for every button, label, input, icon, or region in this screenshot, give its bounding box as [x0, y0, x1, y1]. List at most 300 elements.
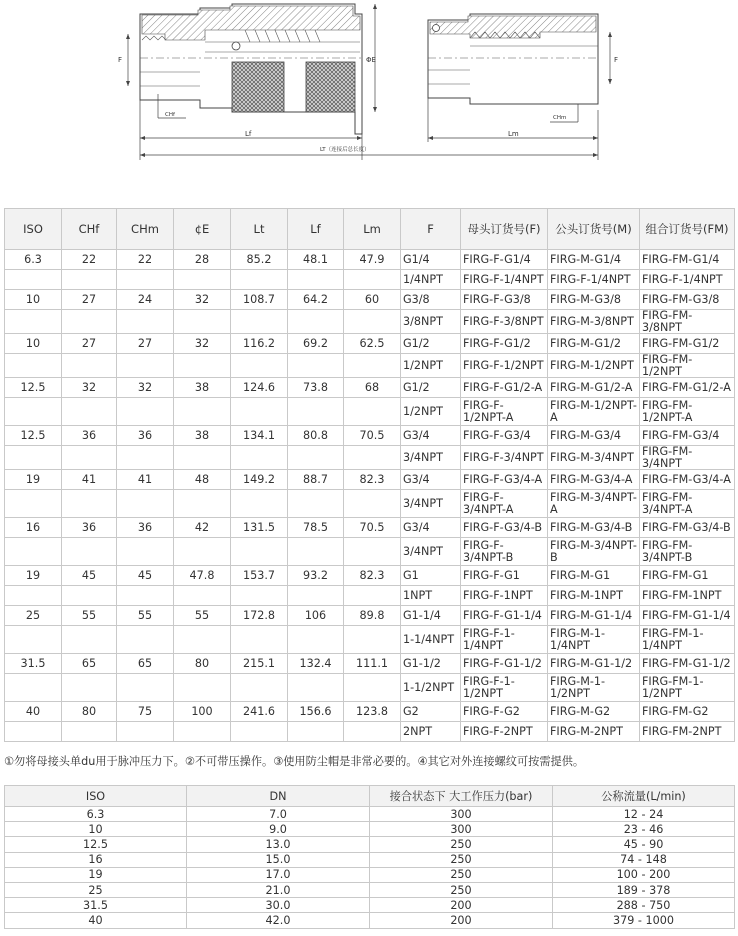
spec-cell-thread: 3/4NPT: [401, 538, 461, 566]
spec-row: [5, 446, 735, 470]
spec-cell-iso: [5, 354, 62, 378]
spec-cell-e: 32: [174, 334, 231, 354]
spec-cell-lt: [231, 538, 288, 566]
spec-cell-female-order: FIRG-F-G3/4-A: [461, 470, 548, 490]
spec-cell-e: 28: [174, 250, 231, 270]
spec-cell-male-order: FIRG-M-3/4NPT: [548, 446, 640, 470]
spec-cell-lf: [288, 446, 344, 470]
header-chf: CHf: [62, 209, 117, 250]
spec-cell-e: 80: [174, 654, 231, 674]
spec-cell-lf: 64.2: [288, 290, 344, 310]
spec-cell-male-order: FIRG-M-1/2NPT: [548, 354, 640, 378]
spec-cell-lt: 215.1: [231, 654, 288, 674]
spec-cell-e: [174, 626, 231, 654]
spec-cell-lm: [344, 722, 401, 742]
flow-row: [5, 867, 735, 882]
spec-cell-combo-order: FIRG-FM-G1-1/4: [640, 606, 735, 626]
spec-cell-combo-order: FIRG-FM-G1-1/2: [640, 654, 735, 674]
spec-cell-male-order: FIRG-M-G1/2: [548, 334, 640, 354]
spec-cell-chm: 22: [117, 250, 174, 270]
spec-cell-male-order: FIRG-M-3/4NPT-B: [548, 538, 640, 566]
spec-cell-lt: [231, 270, 288, 290]
spec-cell-lf: [288, 538, 344, 566]
spec-cell-female-order: FIRG-F-G1/4: [461, 250, 548, 270]
flow-cell-iso: 19: [5, 867, 187, 882]
spec-cell-lm: [344, 398, 401, 426]
spec-cell-lt: 85.2: [231, 250, 288, 270]
spec-cell-chf: 32: [62, 378, 117, 398]
spec-cell-iso: 12.5: [5, 426, 62, 446]
spec-cell-lm: [344, 310, 401, 334]
spec-cell-chf: 36: [62, 426, 117, 446]
spec-cell-e: 38: [174, 426, 231, 446]
spec-cell-female-order: FIRG-F-G3/8: [461, 290, 548, 310]
spec-cell-lm: [344, 586, 401, 606]
spec-cell-lm: [344, 354, 401, 378]
spec-cell-lm: 68: [344, 378, 401, 398]
spec-cell-lf: 78.5: [288, 518, 344, 538]
spec-cell-lf: [288, 586, 344, 606]
spec-cell-female-order: FIRG-F-G3/4-B: [461, 518, 548, 538]
spec-cell-chm: [117, 586, 174, 606]
header-male-order: 公头订货号(M): [548, 209, 640, 250]
spec-cell-male-order: FIRG-M-3/8NPT: [548, 310, 640, 334]
spec-cell-combo-order: FIRG-FM-G3/4: [640, 426, 735, 446]
spec-cell-female-order: FIRG-F-G1-1/2: [461, 654, 548, 674]
spec-cell-e: [174, 446, 231, 470]
spec-cell-lm: 70.5: [344, 426, 401, 446]
spec-cell-female-order: FIRG-F-3/8NPT: [461, 310, 548, 334]
spec-cell-lt: 153.7: [231, 566, 288, 586]
flow-cell-pressure: 300: [370, 822, 553, 837]
spec-cell-combo-order: FIRG-FM-3/4NPT-B: [640, 538, 735, 566]
spec-cell-chf: 55: [62, 606, 117, 626]
spec-cell-iso: 6.3: [5, 250, 62, 270]
spec-cell-lf: 93.2: [288, 566, 344, 586]
flow-row: [5, 882, 735, 897]
spec-cell-lf: 73.8: [288, 378, 344, 398]
spec-header-row: [5, 209, 735, 250]
spec-cell-female-order: FIRG-F-1/4NPT: [461, 270, 548, 290]
spec-row: [5, 470, 735, 490]
spec-cell-e: [174, 674, 231, 702]
spec-cell-lf: [288, 674, 344, 702]
spec-cell-chf: 36: [62, 518, 117, 538]
spec-cell-combo-order: FIRG-FM-G1/4: [640, 250, 735, 270]
spec-cell-iso: 10: [5, 290, 62, 310]
spec-cell-lf: [288, 626, 344, 654]
spec-cell-female-order: FIRG-F-3/4NPT-A: [461, 490, 548, 518]
spec-cell-e: 47.8: [174, 566, 231, 586]
spec-cell-iso: [5, 310, 62, 334]
spec-cell-thread: 1NPT: [401, 586, 461, 606]
flow-cell-flow: 23 - 46: [553, 822, 735, 837]
spec-cell-iso: [5, 398, 62, 426]
spec-cell-chf: [62, 398, 117, 426]
flow-header-iso: ISO: [5, 786, 187, 807]
spec-cell-lf: 106: [288, 606, 344, 626]
spec-cell-male-order: FIRG-M-G3/4-B: [548, 518, 640, 538]
usage-note: ①勿将母接头单du用于脉冲压力下。②不可带压操作。③使用防尘帽是非常必要的。④其它对外连接螺纹可按需提供。: [4, 755, 585, 768]
header-lt: Lt: [231, 209, 288, 250]
spec-cell-combo-order: FIRG-FM-G3/8: [640, 290, 735, 310]
spec-cell-lt: [231, 626, 288, 654]
spec-cell-thread: 3/8NPT: [401, 310, 461, 334]
spec-cell-lt: 108.7: [231, 290, 288, 310]
spec-cell-lf: 156.6: [288, 702, 344, 722]
spec-cell-lt: 172.8: [231, 606, 288, 626]
spec-cell-lm: 123.8: [344, 702, 401, 722]
flow-cell-pressure: 250: [370, 852, 553, 867]
flow-cell-iso: 12.5: [5, 837, 187, 852]
spec-cell-chm: 75: [117, 702, 174, 722]
spec-row: [5, 586, 735, 606]
spec-row: [5, 250, 735, 270]
spec-cell-iso: 25: [5, 606, 62, 626]
lt-dimension: [140, 110, 598, 160]
spec-cell-chf: [62, 310, 117, 334]
specification-table: [4, 208, 735, 742]
spec-cell-chm: 41: [117, 470, 174, 490]
flow-cell-pressure: 200: [370, 898, 553, 913]
spec-cell-female-order: FIRG-F-1NPT: [461, 586, 548, 606]
flow-row: [5, 898, 735, 913]
spec-cell-lm: [344, 490, 401, 518]
spec-cell-e: [174, 270, 231, 290]
spec-cell-thread: 3/4NPT: [401, 446, 461, 470]
spec-cell-thread: 1-1/4NPT: [401, 626, 461, 654]
spec-cell-combo-order: FIRG-FM-2NPT: [640, 722, 735, 742]
spec-cell-male-order: FIRG-M-1-1/4NPT: [548, 626, 640, 654]
spec-cell-chf: [62, 626, 117, 654]
label-lt: LT（连接后总长度）: [320, 147, 370, 153]
spec-cell-lt: 131.5: [231, 518, 288, 538]
spec-cell-e: 38: [174, 378, 231, 398]
spec-cell-lt: [231, 490, 288, 518]
spec-cell-chm: [117, 310, 174, 334]
spec-cell-female-order: FIRG-F-2NPT: [461, 722, 548, 742]
spec-cell-male-order: FIRG-F-1/4NPT: [548, 270, 640, 290]
spec-cell-chm: 27: [117, 334, 174, 354]
flow-cell-flow: 74 - 148: [553, 852, 735, 867]
flow-cell-dn: 7.0: [187, 807, 370, 822]
spec-cell-combo-order: FIRG-FM-G1: [640, 566, 735, 586]
spec-cell-chf: [62, 674, 117, 702]
spec-cell-chm: [117, 354, 174, 378]
spec-row: [5, 606, 735, 626]
spec-cell-lf: 80.8: [288, 426, 344, 446]
spec-cell-e: 55: [174, 606, 231, 626]
spec-cell-iso: [5, 674, 62, 702]
spec-cell-female-order: FIRG-F-G1: [461, 566, 548, 586]
header-lm: Lm: [344, 209, 401, 250]
spec-cell-chf: 27: [62, 334, 117, 354]
spec-cell-chm: [117, 674, 174, 702]
spec-cell-lf: [288, 722, 344, 742]
spec-cell-lt: [231, 446, 288, 470]
spec-cell-female-order: FIRG-F-G1/2: [461, 334, 548, 354]
spec-cell-lm: 62.5: [344, 334, 401, 354]
flow-cell-iso: 10: [5, 822, 187, 837]
spec-cell-iso: [5, 270, 62, 290]
spec-cell-lf: [288, 354, 344, 378]
spec-cell-iso: 16: [5, 518, 62, 538]
spec-cell-chm: [117, 722, 174, 742]
spec-cell-chf: 80: [62, 702, 117, 722]
spec-cell-iso: [5, 446, 62, 470]
flow-cell-dn: 9.0: [187, 822, 370, 837]
spec-cell-lt: 241.6: [231, 702, 288, 722]
spec-cell-female-order: FIRG-F-G1-1/4: [461, 606, 548, 626]
spec-cell-female-order: FIRG-F-G1/2-A: [461, 378, 548, 398]
spec-cell-thread: G3/4: [401, 426, 461, 446]
spec-cell-chf: [62, 586, 117, 606]
spec-cell-iso: 12.5: [5, 378, 62, 398]
spec-cell-chm: [117, 490, 174, 518]
spec-cell-chm: [117, 270, 174, 290]
spec-cell-lm: 82.3: [344, 470, 401, 490]
flow-cell-flow: 12 - 24: [553, 807, 735, 822]
spec-cell-thread: G1/2: [401, 334, 461, 354]
spec-cell-iso: 40: [5, 702, 62, 722]
spec-cell-male-order: FIRG-M-G3/4: [548, 426, 640, 446]
spec-cell-lf: [288, 398, 344, 426]
spec-cell-e: [174, 538, 231, 566]
spec-cell-chm: 65: [117, 654, 174, 674]
spec-cell-iso: 19: [5, 470, 62, 490]
spec-cell-female-order: FIRG-F-1/2NPT: [461, 354, 548, 378]
label-chm: CHm: [553, 115, 567, 121]
spec-cell-chf: 41: [62, 470, 117, 490]
spec-cell-lf: [288, 490, 344, 518]
flow-table-body: [5, 807, 735, 929]
spec-table-body: [5, 250, 735, 742]
spec-cell-female-order: FIRG-F-3/4NPT-B: [461, 538, 548, 566]
spec-cell-iso: [5, 626, 62, 654]
spec-cell-thread: G3/8: [401, 290, 461, 310]
flow-cell-pressure: 300: [370, 807, 553, 822]
spec-cell-thread: 2NPT: [401, 722, 461, 742]
spec-cell-male-order: FIRG-M-3/4NPT-A: [548, 490, 640, 518]
spec-cell-chm: [117, 398, 174, 426]
spec-cell-chm: [117, 626, 174, 654]
spec-row: [5, 490, 735, 518]
spec-cell-lf: 132.4: [288, 654, 344, 674]
header-iso: ISO: [5, 209, 62, 250]
spec-cell-chf: [62, 490, 117, 518]
spec-cell-male-order: FIRG-M-2NPT: [548, 722, 640, 742]
spec-cell-combo-order: FIRG-FM-G2: [640, 702, 735, 722]
spec-cell-chf: [62, 270, 117, 290]
spec-cell-iso: 19: [5, 566, 62, 586]
spec-row: [5, 518, 735, 538]
spec-row: [5, 334, 735, 354]
spec-cell-chm: [117, 538, 174, 566]
spec-cell-lm: 60: [344, 290, 401, 310]
spec-cell-combo-order: FIRG-FM-1-1/2NPT: [640, 674, 735, 702]
spec-cell-iso: [5, 538, 62, 566]
spec-cell-thread: 1/2NPT: [401, 398, 461, 426]
spec-cell-combo-order: FIRG-FM-1/2NPT-A: [640, 398, 735, 426]
header-lf: Lf: [288, 209, 344, 250]
spec-cell-male-order: FIRG-M-G1/4: [548, 250, 640, 270]
spec-cell-combo-order: FIRG-FM-3/4NPT-A: [640, 490, 735, 518]
spec-cell-lt: [231, 674, 288, 702]
header-chm: CHm: [117, 209, 174, 250]
flow-cell-pressure: 250: [370, 837, 553, 852]
spec-cell-e: 48: [174, 470, 231, 490]
spec-cell-lt: 124.6: [231, 378, 288, 398]
spec-cell-lm: [344, 446, 401, 470]
flow-cell-dn: 15.0: [187, 852, 370, 867]
flow-cell-iso: 25: [5, 882, 187, 897]
spec-cell-lm: [344, 626, 401, 654]
spec-cell-lf: 48.1: [288, 250, 344, 270]
flow-cell-dn: 21.0: [187, 882, 370, 897]
spec-cell-lt: 134.1: [231, 426, 288, 446]
spec-row: [5, 310, 735, 334]
spec-row: [5, 270, 735, 290]
label-f-left: F: [118, 56, 123, 64]
spec-row: [5, 654, 735, 674]
spec-row: [5, 378, 735, 398]
spec-row: [5, 354, 735, 378]
spec-cell-male-order: FIRG-M-1-1/2NPT: [548, 674, 640, 702]
label-de: ΦE: [366, 56, 376, 64]
spec-cell-combo-order: FIRG-FM-1NPT: [640, 586, 735, 606]
flow-cell-dn: 42.0: [187, 913, 370, 928]
spec-cell-female-order: FIRG-F-G3/4: [461, 426, 548, 446]
label-f-right: F: [614, 56, 619, 64]
spec-cell-lt: 116.2: [231, 334, 288, 354]
header-f: F: [401, 209, 461, 250]
coupling-technical-drawing: [0, 0, 738, 200]
spec-cell-chf: 27: [62, 290, 117, 310]
label-lf: Lf: [245, 130, 252, 138]
spec-cell-lf: 69.2: [288, 334, 344, 354]
spec-cell-thread: G3/4: [401, 518, 461, 538]
spec-cell-e: [174, 490, 231, 518]
spec-cell-lm: 47.9: [344, 250, 401, 270]
spec-cell-chm: 55: [117, 606, 174, 626]
spec-cell-chf: [62, 354, 117, 378]
flow-row: [5, 913, 735, 928]
spec-row: [5, 626, 735, 654]
spec-cell-male-order: FIRG-M-G1: [548, 566, 640, 586]
spec-cell-iso: [5, 586, 62, 606]
spec-cell-thread: G1-1/4: [401, 606, 461, 626]
spec-cell-combo-order: FIRG-FM-3/8NPT: [640, 310, 735, 334]
spec-cell-lm: [344, 674, 401, 702]
spec-cell-lm: [344, 538, 401, 566]
flow-cell-dn: 13.0: [187, 837, 370, 852]
flow-header-dn: DN: [187, 786, 370, 807]
spec-cell-chf: [62, 538, 117, 566]
flow-row: [5, 807, 735, 822]
spec-cell-lf: 88.7: [288, 470, 344, 490]
flow-cell-dn: 30.0: [187, 898, 370, 913]
spec-cell-lt: [231, 586, 288, 606]
flow-cell-iso: 6.3: [5, 807, 187, 822]
flow-table: [4, 785, 735, 929]
spec-cell-male-order: FIRG-M-G3/4-A: [548, 470, 640, 490]
flow-cell-pressure: 200: [370, 913, 553, 928]
flow-row: [5, 852, 735, 867]
female-coupling-drawing: [118, 4, 377, 160]
flow-cell-iso: 16: [5, 852, 187, 867]
spec-cell-lt: [231, 354, 288, 378]
spec-cell-male-order: FIRG-M-G2: [548, 702, 640, 722]
spec-cell-male-order: FIRG-M-1/2NPT-A: [548, 398, 640, 426]
spec-cell-e: [174, 354, 231, 378]
spec-cell-e: 42: [174, 518, 231, 538]
spec-cell-thread: G1: [401, 566, 461, 586]
spec-cell-chm: 36: [117, 426, 174, 446]
flow-cell-dn: 17.0: [187, 867, 370, 882]
spec-cell-e: 100: [174, 702, 231, 722]
spec-cell-chf: 45: [62, 566, 117, 586]
spec-cell-iso: 31.5: [5, 654, 62, 674]
spec-cell-lf: [288, 270, 344, 290]
spec-cell-combo-order: FIRG-FM-G1/2: [640, 334, 735, 354]
flow-cell-flow: 100 - 200: [553, 867, 735, 882]
spec-cell-e: 32: [174, 290, 231, 310]
spec-cell-iso: 10: [5, 334, 62, 354]
spec-cell-e: [174, 586, 231, 606]
spec-cell-combo-order: FIRG-FM-3/4NPT: [640, 446, 735, 470]
spec-row: [5, 538, 735, 566]
spec-cell-lt: 149.2: [231, 470, 288, 490]
flow-header-flow: 公称流量(L/min): [553, 786, 735, 807]
spec-cell-thread: 1-1/2NPT: [401, 674, 461, 702]
flow-cell-flow: 45 - 90: [553, 837, 735, 852]
spec-cell-female-order: FIRG-F-3/4NPT: [461, 446, 548, 470]
spec-cell-chm: 36: [117, 518, 174, 538]
spec-row: [5, 702, 735, 722]
spec-cell-chm: [117, 446, 174, 470]
male-coupling-drawing: [428, 14, 618, 142]
spec-cell-iso: [5, 490, 62, 518]
spec-cell-combo-order: FIRG-FM-G3/4-B: [640, 518, 735, 538]
spec-cell-male-order: FIRG-M-1NPT: [548, 586, 640, 606]
spec-cell-chm: 24: [117, 290, 174, 310]
flow-cell-iso: 40: [5, 913, 187, 928]
spec-cell-thread: G1/2: [401, 378, 461, 398]
spec-row: [5, 290, 735, 310]
spec-cell-lm: 82.3: [344, 566, 401, 586]
spec-row: [5, 426, 735, 446]
flow-cell-iso: 31.5: [5, 898, 187, 913]
spec-cell-male-order: FIRG-M-G3/8: [548, 290, 640, 310]
spec-cell-combo-order: FIRG-FM-G3/4-A: [640, 470, 735, 490]
flow-header-pressure: 接合状态下 大工作压力(bar): [370, 786, 553, 807]
spec-cell-combo-order: FIRG-FM-1-1/4NPT: [640, 626, 735, 654]
header-female-order: 母头订货号(F): [461, 209, 548, 250]
spec-cell-chf: 65: [62, 654, 117, 674]
spec-cell-combo-order: FIRG-FM-G1/2-A: [640, 378, 735, 398]
spec-cell-male-order: FIRG-M-G1-1/4: [548, 606, 640, 626]
spec-cell-e: [174, 310, 231, 334]
flow-cell-pressure: 250: [370, 882, 553, 897]
flow-cell-flow: 379 - 1000: [553, 913, 735, 928]
spec-cell-chm: 45: [117, 566, 174, 586]
spec-cell-e: [174, 398, 231, 426]
spec-cell-lm: 89.8: [344, 606, 401, 626]
spec-cell-combo-order: FIRG-FM-1/2NPT: [640, 354, 735, 378]
spec-cell-chm: 32: [117, 378, 174, 398]
flow-cell-pressure: 250: [370, 867, 553, 882]
spec-cell-female-order: FIRG-F-G2: [461, 702, 548, 722]
